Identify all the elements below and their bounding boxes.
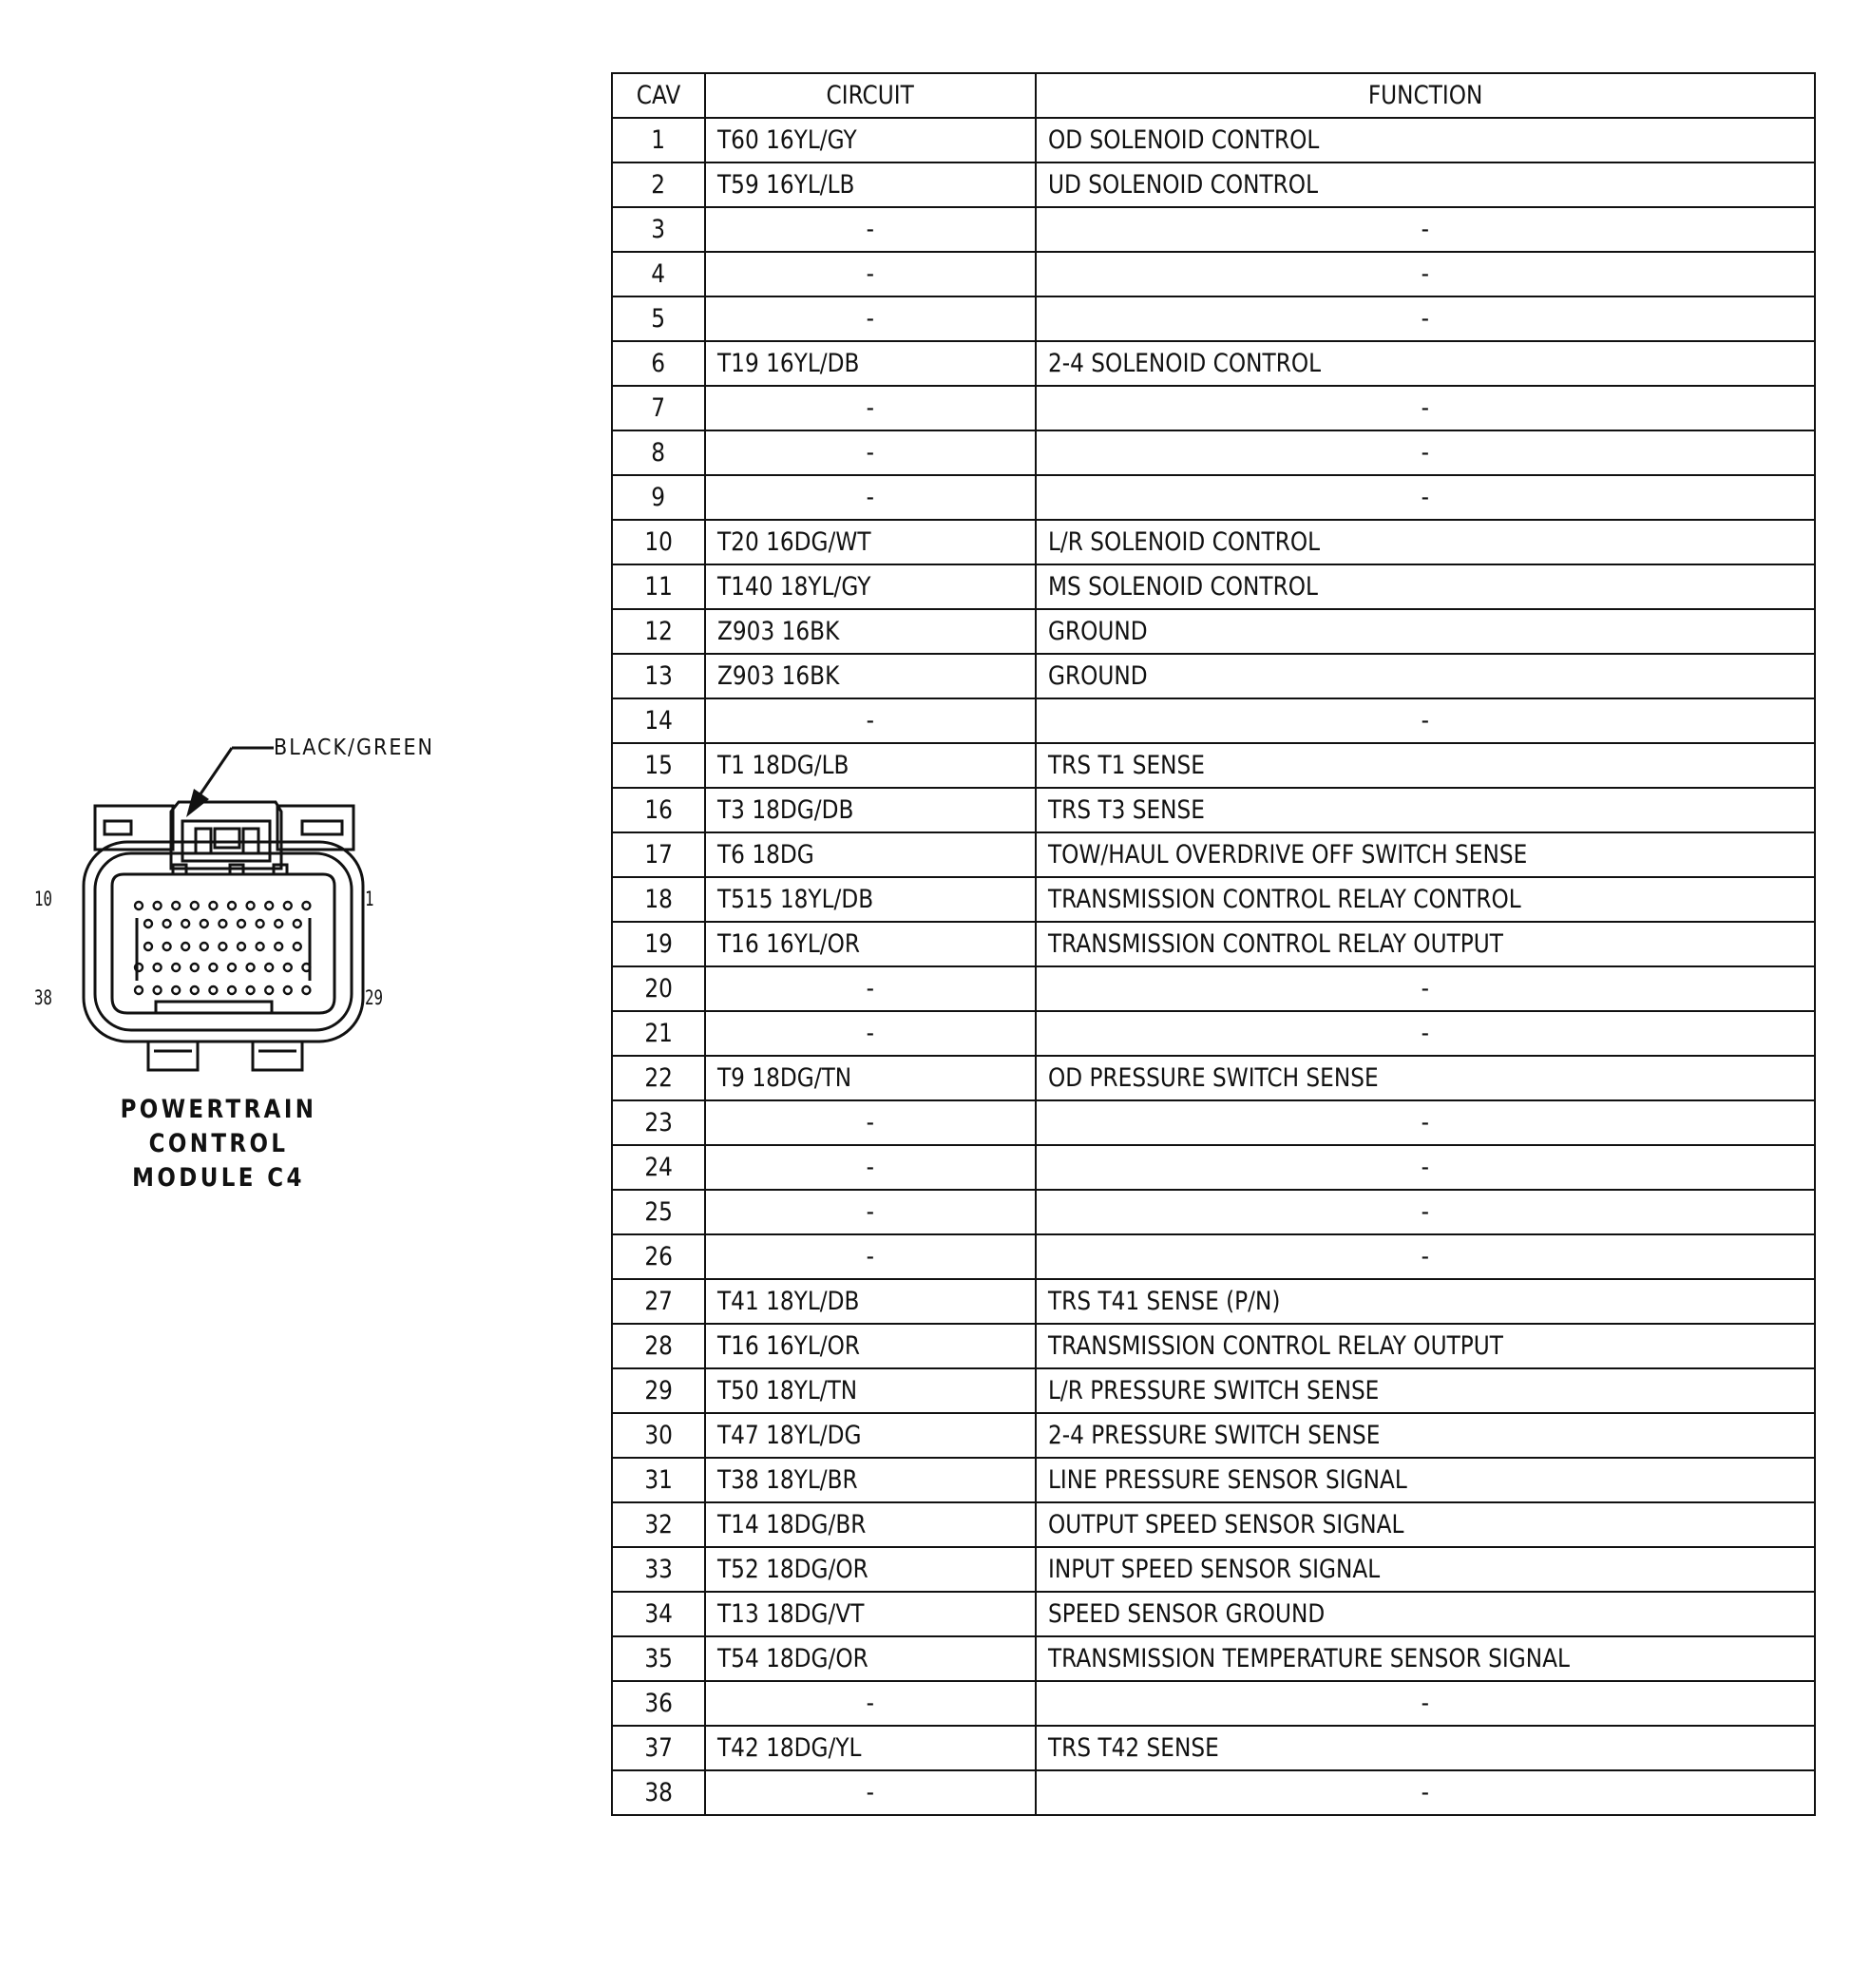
table-header-row <box>612 73 1815 118</box>
cell-function: - <box>1036 1770 1815 1815</box>
cell-function: L/R PRESSURE SWITCH SENSE <box>1036 1368 1815 1413</box>
cell-circuit: T16 16YL/OR <box>705 1324 1036 1368</box>
cell-cav: 34 <box>612 1592 705 1636</box>
cell-cav: 17 <box>612 832 705 877</box>
cell-function: LINE PRESSURE SENSOR SIGNAL <box>1036 1458 1815 1502</box>
right-foot <box>253 1042 302 1070</box>
cell-function: - <box>1036 698 1815 743</box>
table-row <box>612 1726 1815 1770</box>
pin-label-top-left: 10 <box>34 888 52 910</box>
table-row <box>612 296 1815 341</box>
pinout-table-body <box>612 118 1815 1815</box>
left-latch-slot <box>105 821 131 834</box>
cell-circuit: T41 18YL/DB <box>705 1279 1036 1324</box>
cavity-dot <box>200 943 208 950</box>
table-row <box>612 1279 1815 1324</box>
cell-circuit: - <box>705 966 1036 1011</box>
table-row <box>612 1681 1815 1726</box>
cell-cav: 8 <box>612 430 705 475</box>
table-row <box>612 1770 1815 1815</box>
cell-function: UD SOLENOID CONTROL <box>1036 162 1815 207</box>
cavity-dot <box>144 943 152 950</box>
table-row <box>612 386 1815 430</box>
cell-function: OD PRESSURE SWITCH SENSE <box>1036 1056 1815 1100</box>
cell-function: TRS T3 SENSE <box>1036 788 1815 832</box>
cavity-dot <box>191 964 199 971</box>
cell-circuit: - <box>705 296 1036 341</box>
cell-cav: 26 <box>612 1234 705 1279</box>
cavity-dot <box>135 902 143 909</box>
pin-label-top-right: 1 <box>365 888 374 910</box>
cell-circuit: T6 18DG <box>705 832 1036 877</box>
cell-circuit: Z903 16BK <box>705 609 1036 654</box>
cell-function: - <box>1036 1100 1815 1145</box>
table-row <box>612 1502 1815 1547</box>
cell-cav: 23 <box>612 1100 705 1145</box>
table-row <box>612 922 1815 966</box>
cell-function: GROUND <box>1036 609 1815 654</box>
cell-function: - <box>1036 207 1815 252</box>
table-row <box>612 609 1815 654</box>
connector-name-line-1: POWERTRAIN <box>120 1095 317 1124</box>
cell-function: 2-4 PRESSURE SWITCH SENSE <box>1036 1413 1815 1458</box>
cavity-dot <box>135 986 143 994</box>
pin-label-bottom-left: 38 <box>34 986 52 1009</box>
cell-circuit: - <box>705 252 1036 296</box>
callout-leader-diagonal <box>200 748 232 795</box>
cell-function: TRANSMISSION CONTROL RELAY OUTPUT <box>1036 922 1815 966</box>
cell-circuit: T3 18DG/DB <box>705 788 1036 832</box>
cell-cav: 25 <box>612 1190 705 1234</box>
cavity-dot <box>163 943 171 950</box>
cavity-dot <box>154 986 162 994</box>
cavity-dot <box>302 986 310 994</box>
cell-circuit: T1 18DG/LB <box>705 743 1036 788</box>
cell-cav: 28 <box>612 1324 705 1368</box>
table-row <box>612 564 1815 609</box>
cell-circuit: - <box>705 1770 1036 1815</box>
cell-cav: 12 <box>612 609 705 654</box>
cell-circuit: - <box>705 1145 1036 1190</box>
cavity-dot <box>247 964 255 971</box>
cavity-dot <box>238 920 245 927</box>
cell-circuit: T19 16YL/DB <box>705 341 1036 386</box>
cell-function: MS SOLENOID CONTROL <box>1036 564 1815 609</box>
cavity-dot <box>209 986 217 994</box>
cavity-dot <box>181 920 189 927</box>
connector-figure <box>19 722 437 1216</box>
cavity-dot <box>265 964 273 971</box>
cavity-dot <box>284 986 292 994</box>
cell-cav: 27 <box>612 1279 705 1324</box>
table-row <box>612 1011 1815 1056</box>
table-row <box>612 207 1815 252</box>
cell-circuit: T60 16YL/GY <box>705 118 1036 162</box>
cell-circuit: T52 18DG/OR <box>705 1547 1036 1592</box>
cell-circuit: T47 18YL/DG <box>705 1413 1036 1458</box>
cavity-dot <box>219 920 226 927</box>
cavity-dots <box>135 902 310 994</box>
header-circuit: CIRCUIT <box>705 73 1036 118</box>
table-row <box>612 162 1815 207</box>
pinout-table <box>611 72 1816 1816</box>
cell-cav: 22 <box>612 1056 705 1100</box>
table-row <box>612 1458 1815 1502</box>
table-row <box>612 1636 1815 1681</box>
cell-circuit: - <box>705 698 1036 743</box>
cell-cav: 19 <box>612 922 705 966</box>
right-latch-slot <box>302 821 342 834</box>
cavity-dot <box>284 902 292 909</box>
cavity-dot <box>238 943 245 950</box>
table-row <box>612 654 1815 698</box>
cavity-dot <box>209 902 217 909</box>
table-row <box>612 1056 1815 1100</box>
cell-circuit: T515 18YL/DB <box>705 877 1036 922</box>
cell-cav: 15 <box>612 743 705 788</box>
cell-cav: 10 <box>612 520 705 564</box>
table-row <box>612 1368 1815 1413</box>
cell-cav: 16 <box>612 788 705 832</box>
table-row <box>612 1547 1815 1592</box>
cell-circuit: T9 18DG/TN <box>705 1056 1036 1100</box>
cell-function: OUTPUT SPEED SENSOR SIGNAL <box>1036 1502 1815 1547</box>
cavity-dot <box>135 964 143 971</box>
cell-cav: 4 <box>612 252 705 296</box>
cell-cav: 30 <box>612 1413 705 1458</box>
cell-function: TRS T42 SENSE <box>1036 1726 1815 1770</box>
table-row <box>612 1145 1815 1190</box>
cell-cav: 37 <box>612 1726 705 1770</box>
cell-function: GROUND <box>1036 654 1815 698</box>
cell-function: - <box>1036 1011 1815 1056</box>
cell-circuit: Z903 16BK <box>705 654 1036 698</box>
cell-cav: 3 <box>612 207 705 252</box>
cavity-dot <box>172 902 180 909</box>
cavity-dot <box>219 943 226 950</box>
cell-function: SPEED SENSOR GROUND <box>1036 1592 1815 1636</box>
cell-circuit: T59 16YL/LB <box>705 162 1036 207</box>
cell-circuit: - <box>705 430 1036 475</box>
cell-circuit: - <box>705 1234 1036 1279</box>
header-function: FUNCTION <box>1036 73 1815 118</box>
cell-function: - <box>1036 1145 1815 1190</box>
table-row <box>612 1100 1815 1145</box>
cell-cav: 7 <box>612 386 705 430</box>
cavity-dot <box>228 964 236 971</box>
cavity-dot <box>191 902 199 909</box>
table-row <box>612 966 1815 1011</box>
cell-circuit: - <box>705 1190 1036 1234</box>
cell-cav: 36 <box>612 1681 705 1726</box>
table-row <box>612 1592 1815 1636</box>
cell-cav: 18 <box>612 877 705 922</box>
cell-cav: 38 <box>612 1770 705 1815</box>
cavity-dot <box>284 964 292 971</box>
connector-name <box>98 1093 340 1195</box>
cell-cav: 13 <box>612 654 705 698</box>
cell-circuit: T20 16DG/WT <box>705 520 1036 564</box>
cell-cav: 1 <box>612 118 705 162</box>
cavity-dot <box>228 902 236 909</box>
cavity-dot <box>265 902 273 909</box>
cell-function: - <box>1036 966 1815 1011</box>
cell-function: TRANSMISSION TEMPERATURE SENSOR SIGNAL <box>1036 1636 1815 1681</box>
cell-circuit: - <box>705 386 1036 430</box>
cell-circuit: - <box>705 207 1036 252</box>
cell-function: - <box>1036 1681 1815 1726</box>
header-cav: CAV <box>612 73 705 118</box>
cell-function: - <box>1036 296 1815 341</box>
cell-function: TOW/HAUL OVERDRIVE OFF SWITCH SENSE <box>1036 832 1815 877</box>
table-row <box>612 475 1815 520</box>
cell-cav: 29 <box>612 1368 705 1413</box>
cell-function: TRS T41 SENSE (P/N) <box>1036 1279 1815 1324</box>
table-row <box>612 788 1815 832</box>
cell-function: 2-4 SOLENOID CONTROL <box>1036 341 1815 386</box>
cavity-dot <box>209 964 217 971</box>
cell-cav: 35 <box>612 1636 705 1681</box>
cell-function: - <box>1036 1190 1815 1234</box>
cavity-dot <box>302 902 310 909</box>
cell-circuit: T50 18YL/TN <box>705 1368 1036 1413</box>
cell-function: INPUT SPEED SENSOR SIGNAL <box>1036 1547 1815 1592</box>
table-row <box>612 252 1815 296</box>
table-row <box>612 877 1815 922</box>
cell-function: - <box>1036 386 1815 430</box>
cell-function: - <box>1036 430 1815 475</box>
cell-cav: 21 <box>612 1011 705 1056</box>
cell-circuit: - <box>705 1011 1036 1056</box>
connector-name-line-3: MODULE C4 <box>132 1163 305 1193</box>
cavity-dot <box>265 986 273 994</box>
cell-cav: 20 <box>612 966 705 1011</box>
cavity-dot <box>228 986 236 994</box>
cell-circuit: - <box>705 475 1036 520</box>
cell-circuit: - <box>705 1100 1036 1145</box>
cavity-dot <box>181 943 189 950</box>
cell-cav: 5 <box>612 296 705 341</box>
table-row <box>612 743 1815 788</box>
cavity-dot <box>172 986 180 994</box>
cell-function: - <box>1036 1234 1815 1279</box>
table-row <box>612 118 1815 162</box>
table-row <box>612 430 1815 475</box>
cell-function: OD SOLENOID CONTROL <box>1036 118 1815 162</box>
lock-tab-outline <box>171 802 281 869</box>
table-row <box>612 1234 1815 1279</box>
connector-color-callout: BLACK/GREEN <box>274 736 435 760</box>
lock-tab-center-detent <box>215 829 239 848</box>
cell-circuit: - <box>705 1681 1036 1726</box>
cavity-dot <box>247 902 255 909</box>
cell-function: TRANSMISSION CONTROL RELAY CONTROL <box>1036 877 1815 922</box>
table-row <box>612 832 1815 877</box>
cell-circuit: T16 16YL/OR <box>705 922 1036 966</box>
cavity-dot <box>275 943 282 950</box>
cavity-dot <box>172 964 180 971</box>
cell-function: - <box>1036 475 1815 520</box>
cell-circuit: T13 18DG/VT <box>705 1592 1036 1636</box>
cell-function: TRS T1 SENSE <box>1036 743 1815 788</box>
connector-drawing <box>19 722 437 1121</box>
table-row <box>612 341 1815 386</box>
cell-function: - <box>1036 252 1815 296</box>
cell-circuit: T42 18DG/YL <box>705 1726 1036 1770</box>
table-row <box>612 698 1815 743</box>
cell-cav: 6 <box>612 341 705 386</box>
cavity-dot <box>191 986 199 994</box>
cavity-dot <box>154 964 162 971</box>
cell-circuit: T38 18YL/BR <box>705 1458 1036 1502</box>
cavity-dot <box>163 920 171 927</box>
cell-function: L/R SOLENOID CONTROL <box>1036 520 1815 564</box>
cell-cav: 14 <box>612 698 705 743</box>
cell-cav: 11 <box>612 564 705 609</box>
left-foot <box>148 1042 198 1070</box>
cell-function: TRANSMISSION CONTROL RELAY OUTPUT <box>1036 1324 1815 1368</box>
cell-cav: 24 <box>612 1145 705 1190</box>
cell-cav: 9 <box>612 475 705 520</box>
table-row <box>612 1190 1815 1234</box>
cavity-dot <box>200 920 208 927</box>
table-row <box>612 520 1815 564</box>
table-row <box>612 1324 1815 1368</box>
cell-cav: 32 <box>612 1502 705 1547</box>
cavity-dot <box>144 920 152 927</box>
cell-circuit: T14 18DG/BR <box>705 1502 1036 1547</box>
pin-label-bottom-right: 29 <box>365 986 383 1009</box>
cavity-dot <box>257 943 264 950</box>
cell-circuit: T54 18DG/OR <box>705 1636 1036 1681</box>
cavity-dot <box>294 943 301 950</box>
connector-name-line-2: CONTROL <box>148 1129 289 1158</box>
cell-circuit: T140 18YL/GY <box>705 564 1036 609</box>
bottom-key <box>156 1002 272 1013</box>
cavity-dot <box>247 986 255 994</box>
cavity-dot <box>294 920 301 927</box>
cell-cav: 31 <box>612 1458 705 1502</box>
cavity-dot <box>257 920 264 927</box>
cell-cav: 2 <box>612 162 705 207</box>
cavity-dot <box>275 920 282 927</box>
cell-cav: 33 <box>612 1547 705 1592</box>
table-row <box>612 1413 1815 1458</box>
cavity-dot <box>154 902 162 909</box>
